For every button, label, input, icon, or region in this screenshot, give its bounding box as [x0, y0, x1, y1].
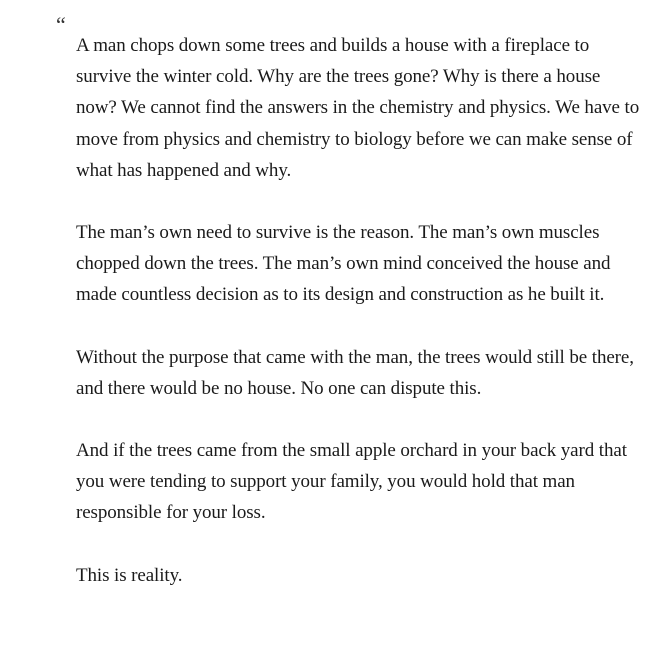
open-quote-mark: “: [56, 12, 66, 37]
quote-paragraph-3: Without the purpose that came with the man, the trees would still be there, and there would be no house. No one can dispute this.: [76, 346, 634, 399]
quote-body: [76, 30, 642, 591]
quote-paragraph-5: This is reality.: [76, 564, 183, 586]
quote-paragraph-2: The man’s own need to survive is the reason. The man’s own muscles chopped down the trees. The man’s own mind conceived the house and made countless decision as to its design and construction as he built it.: [76, 222, 611, 306]
quote-paragraph-1: A man chops down some trees and builds a house with a fireplace to survive the winter cold. Why are the trees gone? Why is there a house now? We cannot find the answers in the chemistry and physics. We have to move from physics and chemistry to biology before we can make sense of what has happened and why.: [76, 35, 640, 181]
quote-paragraph-4: And if the trees came from the small apple orchard in your back yard that you were tending to support your family, you would hold that man responsible for your loss.: [76, 440, 627, 524]
